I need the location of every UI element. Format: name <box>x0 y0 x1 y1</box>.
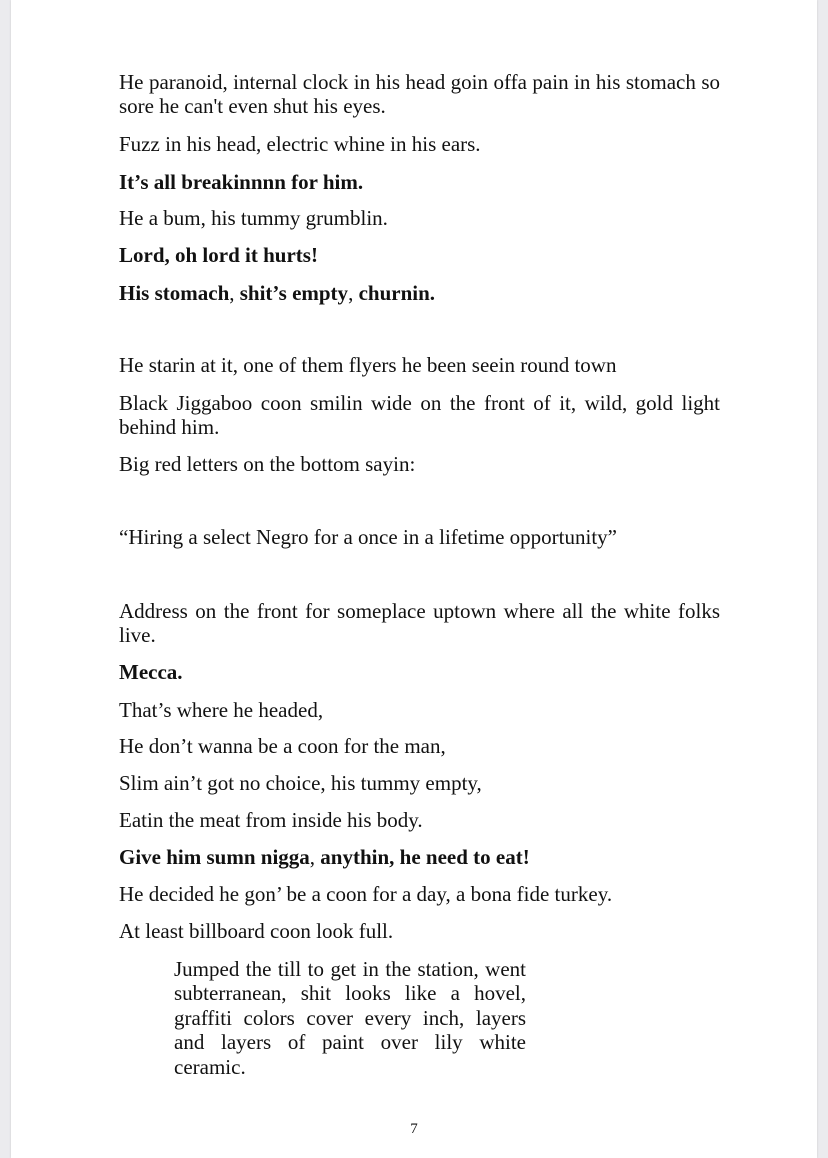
paragraph-give-him <box>119 845 720 869</box>
paragraph-breakin: It’s all breakinnnn for him. <box>119 170 364 194</box>
document-page <box>11 0 817 1158</box>
comma-1: , <box>229 281 240 305</box>
paragraph-headed: That’s where he headed, <box>119 698 324 722</box>
paragraph-eatin: Eatin the meat from inside his body. <box>119 808 423 832</box>
paragraph-mecca: Mecca. <box>119 660 183 684</box>
paragraph-address: Address on the front for someplace uptown where all the white folks live. <box>119 599 720 647</box>
paragraph-slim: Slim ain’t got no choice, his tummy empty, <box>119 771 482 795</box>
paragraph-red-letters: Big red letters on the bottom sayin: <box>119 452 416 476</box>
paragraph-decided: He decided he gon’ be a coon for a day, a bona fide turkey. <box>119 882 613 906</box>
paragraph-billboard: At least billboard coon look full. <box>119 919 394 943</box>
indented-block: Jumped the till to get in the station, went subterranean, shit looks like a hovel, graffiti colors cover every inch, layers and layers of paint over lily white ceramic. <box>174 957 526 1079</box>
anythin-text: anythin, he need to eat! <box>320 845 530 869</box>
paragraph-flyers: He starin at it, one of them flyers he been seein round town <box>119 353 617 377</box>
churnin-text: churnin. <box>358 281 436 305</box>
paragraph-dont-wanna: He don’t wanna be a coon for the man, <box>119 734 446 758</box>
comma-3: , <box>309 845 321 869</box>
paragraph-lord: Lord, oh lord it hurts! <box>119 243 318 267</box>
give-him-text: Give him sumn nigga <box>119 845 310 869</box>
page-number: 7 <box>410 1121 418 1137</box>
stomach-text: His stomach <box>119 281 230 305</box>
paragraph-paranoid: He paranoid, internal clock in his head goin offa pain in his stomach so sore he can't even shut his eyes. <box>119 70 720 118</box>
paragraph-fuzz: Fuzz in his head, electric whine in his ears. <box>119 132 481 156</box>
empty-text: shit’s empty <box>239 281 349 305</box>
paragraph-hiring-quote: “Hiring a select Negro for a once in a lifetime opportunity” <box>119 525 617 549</box>
comma-2: , <box>348 281 359 305</box>
paragraph-jiggaboo: Black Jiggaboo coon smilin wide on the front of it, wild, gold light behind him. <box>119 391 720 439</box>
paragraph-bum: He a bum, his tummy grumblin. <box>119 206 388 230</box>
paragraph-stomach <box>119 281 720 305</box>
